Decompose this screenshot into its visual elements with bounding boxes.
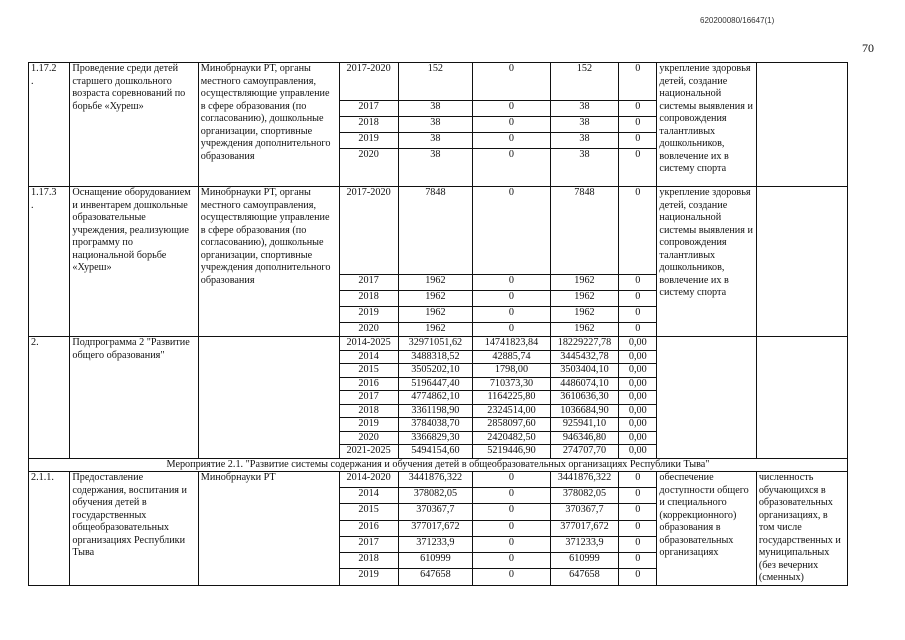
federal-budget-cell: 2858097,60 — [473, 418, 551, 432]
total-cell: 4774862,10 — [398, 391, 473, 405]
federal-budget-cell: 0 — [473, 488, 551, 504]
other-source-cell: 0,00 — [619, 377, 657, 391]
total-cell: 3441876,322 — [398, 472, 473, 488]
period-cell: 2019 — [339, 418, 398, 432]
indicator — [756, 63, 847, 187]
period-cell: 2020 — [339, 323, 398, 337]
federal-budget-cell: 14741823,84 — [473, 337, 551, 351]
total-cell: 378082,05 — [398, 488, 473, 504]
federal-budget-cell: 0 — [473, 569, 551, 585]
other-source-cell: 0,00 — [619, 404, 657, 418]
republic-budget-cell: 378082,05 — [550, 488, 618, 504]
expected-result: укрепление здоровья детей, создание национальной системы выявления и сопровождения талантливых дошкольников, вовлечение их в систему спорта — [657, 63, 756, 187]
period-cell: 2016 — [339, 377, 398, 391]
other-source-cell: 0 — [619, 117, 657, 133]
total-cell: 152 — [398, 63, 473, 101]
federal-budget-cell: 0 — [473, 504, 551, 520]
other-source-cell: 0 — [619, 472, 657, 488]
republic-budget-cell: 38 — [550, 133, 618, 149]
other-source-cell: 0,00 — [619, 364, 657, 378]
total-cell: 38 — [398, 117, 473, 133]
total-cell: 371233,9 — [398, 536, 473, 552]
row-number: 2.1.1. — [29, 472, 70, 586]
period-cell: 2015 — [339, 364, 398, 378]
period-cell: 2018 — [339, 553, 398, 569]
republic-budget-cell: 377017,672 — [550, 520, 618, 536]
program-table — [28, 62, 848, 586]
other-source-cell: 0,00 — [619, 418, 657, 432]
expected-result: укрепление здоровья детей, создание национальной системы выявления и сопровождения талантливых дошкольников, вовлечение их в систему спорта — [657, 187, 756, 337]
republic-budget-cell: 38 — [550, 117, 618, 133]
republic-budget-cell: 18229227,78 — [550, 337, 618, 351]
republic-budget-cell: 38 — [550, 101, 618, 117]
federal-budget-cell: 2420482,50 — [473, 431, 551, 445]
period-cell: 2020 — [339, 431, 398, 445]
period-cell: 2018 — [339, 404, 398, 418]
federal-budget-cell: 0 — [473, 117, 551, 133]
total-cell: 370367,7 — [398, 504, 473, 520]
republic-budget-cell: 3445432,78 — [550, 350, 618, 364]
federal-budget-cell: 0 — [473, 187, 551, 275]
other-source-cell: 0 — [619, 101, 657, 117]
total-cell: 3366829,30 — [398, 431, 473, 445]
other-source-cell: 0 — [619, 569, 657, 585]
event-heading: Мероприятие 2.1. "Развитие системы содержания и обучения детей в общеобразовательных организациях Республики Тыва" — [29, 458, 848, 472]
executor: Минобрнауки РТ, органы местного самоуправления, осуществляющие управление в сфере образования (по согласованию), дошкольные организации, спортивные учреждения дополнительного образования — [198, 187, 339, 337]
table-row — [29, 187, 848, 275]
total-cell: 7848 — [398, 187, 473, 275]
federal-budget-cell: 1164225,80 — [473, 391, 551, 405]
federal-budget-cell: 0 — [473, 133, 551, 149]
other-source-cell: 0 — [619, 323, 657, 337]
row-number: 1.17.3 . — [29, 187, 70, 337]
federal-budget-cell: 0 — [473, 520, 551, 536]
period-cell: 2014 — [339, 488, 398, 504]
republic-budget-cell: 1962 — [550, 323, 618, 337]
republic-budget-cell: 370367,7 — [550, 504, 618, 520]
republic-budget-cell: 1962 — [550, 275, 618, 291]
federal-budget-cell: 0 — [473, 63, 551, 101]
period-cell: 2014-2020 — [339, 472, 398, 488]
republic-budget-cell: 4486074,10 — [550, 377, 618, 391]
federal-budget-cell: 0 — [473, 149, 551, 187]
federal-budget-cell: 0 — [473, 536, 551, 552]
period-cell: 2020 — [339, 149, 398, 187]
federal-budget-cell: 0 — [473, 101, 551, 117]
period-cell: 2019 — [339, 569, 398, 585]
indicator — [756, 337, 847, 459]
total-cell: 38 — [398, 133, 473, 149]
republic-budget-cell: 925941,10 — [550, 418, 618, 432]
other-source-cell: 0,00 — [619, 391, 657, 405]
federal-budget-cell: 1798,00 — [473, 364, 551, 378]
republic-budget-cell: 274707,70 — [550, 445, 618, 459]
total-cell: 5494154,60 — [398, 445, 473, 459]
republic-budget-cell: 3441876,322 — [550, 472, 618, 488]
total-cell: 647658 — [398, 569, 473, 585]
republic-budget-cell: 1036684,90 — [550, 404, 618, 418]
other-source-cell: 0 — [619, 536, 657, 552]
period-cell: 2014 — [339, 350, 398, 364]
executor: Минобрнауки РТ — [198, 472, 339, 586]
federal-budget-cell: 0 — [473, 472, 551, 488]
table-row — [29, 472, 848, 488]
row-number: 1.17.2 . — [29, 63, 70, 187]
other-source-cell: 0 — [619, 275, 657, 291]
period-cell: 2019 — [339, 133, 398, 149]
republic-budget-cell: 38 — [550, 149, 618, 187]
expected-result — [657, 337, 756, 459]
federal-budget-cell: 710373,30 — [473, 377, 551, 391]
period-cell: 2018 — [339, 117, 398, 133]
period-cell: 2017 — [339, 536, 398, 552]
period-cell: 2015 — [339, 504, 398, 520]
other-source-cell: 0 — [619, 553, 657, 569]
federal-budget-cell: 5219446,90 — [473, 445, 551, 459]
period-cell: 2017 — [339, 101, 398, 117]
other-source-cell: 0 — [619, 187, 657, 275]
total-cell: 38 — [398, 149, 473, 187]
republic-budget-cell: 1962 — [550, 291, 618, 307]
other-source-cell: 0 — [619, 307, 657, 323]
total-cell: 377017,672 — [398, 520, 473, 536]
event-name: Подпрограмма 2 "Развитие общего образования" — [70, 337, 198, 459]
federal-budget-cell: 0 — [473, 307, 551, 323]
page-number: 70 — [862, 41, 874, 55]
other-source-cell: 0 — [619, 149, 657, 187]
total-cell: 38 — [398, 101, 473, 117]
federal-budget-cell: 0 — [473, 275, 551, 291]
total-cell: 3784038,70 — [398, 418, 473, 432]
federal-budget-cell: 2324514,00 — [473, 404, 551, 418]
republic-budget-cell: 3610636,30 — [550, 391, 618, 405]
total-cell: 3505202,10 — [398, 364, 473, 378]
federal-budget-cell: 0 — [473, 553, 551, 569]
other-source-cell: 0 — [619, 504, 657, 520]
other-source-cell: 0 — [619, 63, 657, 101]
period-cell: 2018 — [339, 291, 398, 307]
other-source-cell: 0,00 — [619, 337, 657, 351]
total-cell: 3361198,90 — [398, 404, 473, 418]
indicator — [756, 187, 847, 337]
federal-budget-cell: 0 — [473, 291, 551, 307]
total-cell: 1962 — [398, 323, 473, 337]
period-cell: 2017-2020 — [339, 63, 398, 101]
expected-result: обеспечение доступности общего и специального (коррекционного) образования в образовательных организациях — [657, 472, 756, 586]
republic-budget-cell: 610999 — [550, 553, 618, 569]
period-cell: 2017 — [339, 275, 398, 291]
republic-budget-cell: 647658 — [550, 569, 618, 585]
period-cell: 2019 — [339, 307, 398, 323]
other-source-cell: 0,00 — [619, 350, 657, 364]
republic-budget-cell: 946346,80 — [550, 431, 618, 445]
total-cell: 5196447,40 — [398, 377, 473, 391]
row-number: 2. — [29, 337, 70, 459]
event-name: Проведение среди детей старшего дошкольного возраста соревнований по борьбе «Хуреш» — [70, 63, 198, 187]
republic-budget-cell: 3503404,10 — [550, 364, 618, 378]
republic-budget-cell: 7848 — [550, 187, 618, 275]
period-cell: 2021-2025 — [339, 445, 398, 459]
republic-budget-cell: 152 — [550, 63, 618, 101]
total-cell: 32971051,62 — [398, 337, 473, 351]
period-cell: 2017 — [339, 391, 398, 405]
document-id: 620200080/16647(1) — [700, 16, 775, 25]
other-source-cell: 0 — [619, 520, 657, 536]
event-name: Предоставление содержания, воспитания и обучения детей в государственных общеобразовательных организациях Республики Тыва — [70, 472, 198, 586]
period-cell: 2016 — [339, 520, 398, 536]
other-source-cell: 0,00 — [619, 445, 657, 459]
republic-budget-cell: 371233,9 — [550, 536, 618, 552]
executor: Минобрнауки РТ, органы местного самоуправления, осуществляющие управление в сфере образования (по согласованию), дошкольные организации, спортивные учреждения дополнительного образования — [198, 63, 339, 187]
federal-budget-cell: 42885,74 — [473, 350, 551, 364]
table-row — [29, 337, 848, 351]
total-cell: 1962 — [398, 307, 473, 323]
republic-budget-cell: 1962 — [550, 307, 618, 323]
total-cell: 1962 — [398, 291, 473, 307]
other-source-cell: 0,00 — [619, 431, 657, 445]
total-cell: 3488318,52 — [398, 350, 473, 364]
table-row — [29, 458, 848, 472]
other-source-cell: 0 — [619, 291, 657, 307]
total-cell: 610999 — [398, 553, 473, 569]
table-row — [29, 63, 848, 101]
federal-budget-cell: 0 — [473, 323, 551, 337]
period-cell: 2014-2025 — [339, 337, 398, 351]
indicator: численность обучающихся в образовательных организациях, в том числе государственных и муниципальных (без вечерних (сменных) — [756, 472, 847, 586]
total-cell: 1962 — [398, 275, 473, 291]
other-source-cell: 0 — [619, 133, 657, 149]
period-cell: 2017-2020 — [339, 187, 398, 275]
event-name: Оснащение оборудованием и инвентарем дошкольные образовательные учреждения, реализующие программу по национальной борьбе «Хуреш» — [70, 187, 198, 337]
other-source-cell: 0 — [619, 488, 657, 504]
executor — [198, 337, 339, 459]
